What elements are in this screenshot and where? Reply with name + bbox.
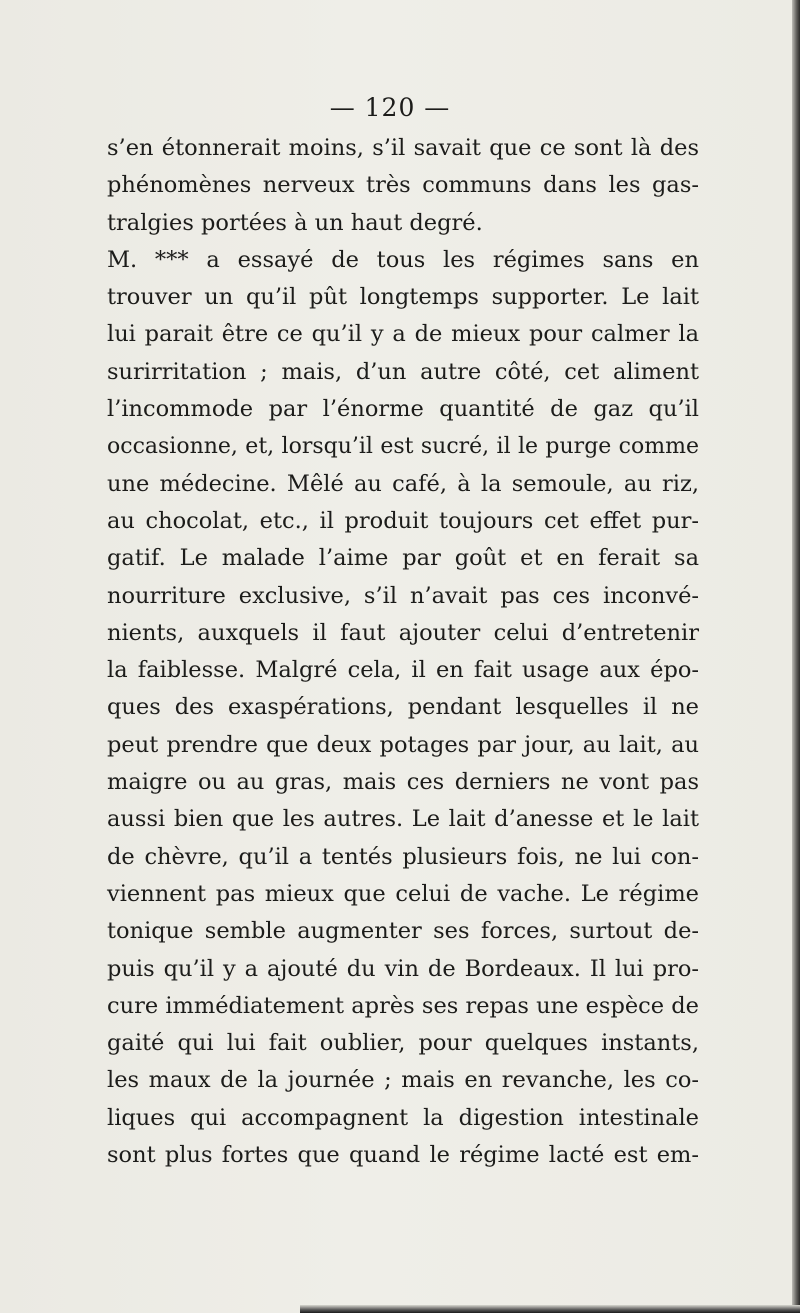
page-number: — 120 — bbox=[329, 93, 451, 122]
page-edge-shadow bbox=[792, 0, 800, 1313]
text-line: sont plus fortes que quand le régime lacté est em- bbox=[107, 1142, 699, 1169]
text-line: viennent pas mieux que celui de vache. Le régime bbox=[107, 880, 699, 907]
text-line: tonique semble augmenter ses forces, surtout de- bbox=[107, 918, 699, 945]
text-line: puis qu’il y a ajouté du vin de Bordeaux. Il lui pro- bbox=[107, 955, 699, 982]
text-line: nients, auxquels il faut ajouter celui d’entretenir bbox=[107, 619, 699, 646]
text-line: occasionne, et, lorsqu’il est sucré, il le purge comme bbox=[107, 434, 699, 460]
text-line: nourriture exclusive, s’il n’avait pas ces inconvé- bbox=[107, 582, 699, 609]
text-line: tralgies portées à un haut degré. bbox=[107, 209, 483, 236]
text-line: lui parait être ce qu’il y a de mieux pour calmer la bbox=[107, 321, 699, 348]
text-line: phénomènes nerveux très communs dans les gas- bbox=[107, 172, 699, 199]
text-line: gaité qui lui fait oublier, pour quelques instants, bbox=[107, 1030, 699, 1057]
text-line: de chèvre, qu’il a tentés plusieurs fois, ne lui con- bbox=[107, 843, 699, 870]
text-line: s’en étonnerait moins, s’il savait que ce sont là des bbox=[107, 135, 699, 161]
body-text bbox=[107, 130, 699, 1174]
page-bottom-shadow bbox=[300, 1305, 800, 1313]
text-line: surirritation ; mais, d’un autre côté, cet aliment bbox=[107, 358, 699, 385]
text-line: maigre ou au gras, mais ces derniers ne vont pas bbox=[107, 769, 699, 796]
text-line: liques qui accompagnent la digestion intestinale bbox=[107, 1104, 699, 1131]
text-line: trouver un qu’il pût longtemps supporter. Le lait bbox=[107, 284, 699, 311]
text-line: la faiblesse. Malgré cela, il en fait usage aux épo- bbox=[107, 657, 699, 684]
text-line: au chocolat, etc., il produit toujours cet effet pur- bbox=[107, 507, 699, 534]
text-line: une médecine. Mêlé au café, à la semoule, au riz, bbox=[107, 470, 699, 497]
text-line: M. *** a essayé de tous les régimes sans en bbox=[107, 246, 699, 273]
text-line: aussi bien que les autres. Le lait d’anesse et le lait bbox=[107, 806, 699, 833]
text-line: gatif. Le malade l’aime par goût et en ferait sa bbox=[107, 545, 699, 572]
text-line: ques des exaspérations, pendant lesquelles il ne bbox=[107, 694, 699, 721]
text-line: cure immédiatement après ses repas une espèce de bbox=[107, 992, 699, 1019]
text-line: l’incommode par l’énorme quantité de gaz qu’il bbox=[107, 396, 699, 423]
text-line: les maux de la journée ; mais en revanche, les co- bbox=[107, 1067, 699, 1094]
text-line: peut prendre que deux potages par jour, au lait, au bbox=[107, 731, 699, 758]
